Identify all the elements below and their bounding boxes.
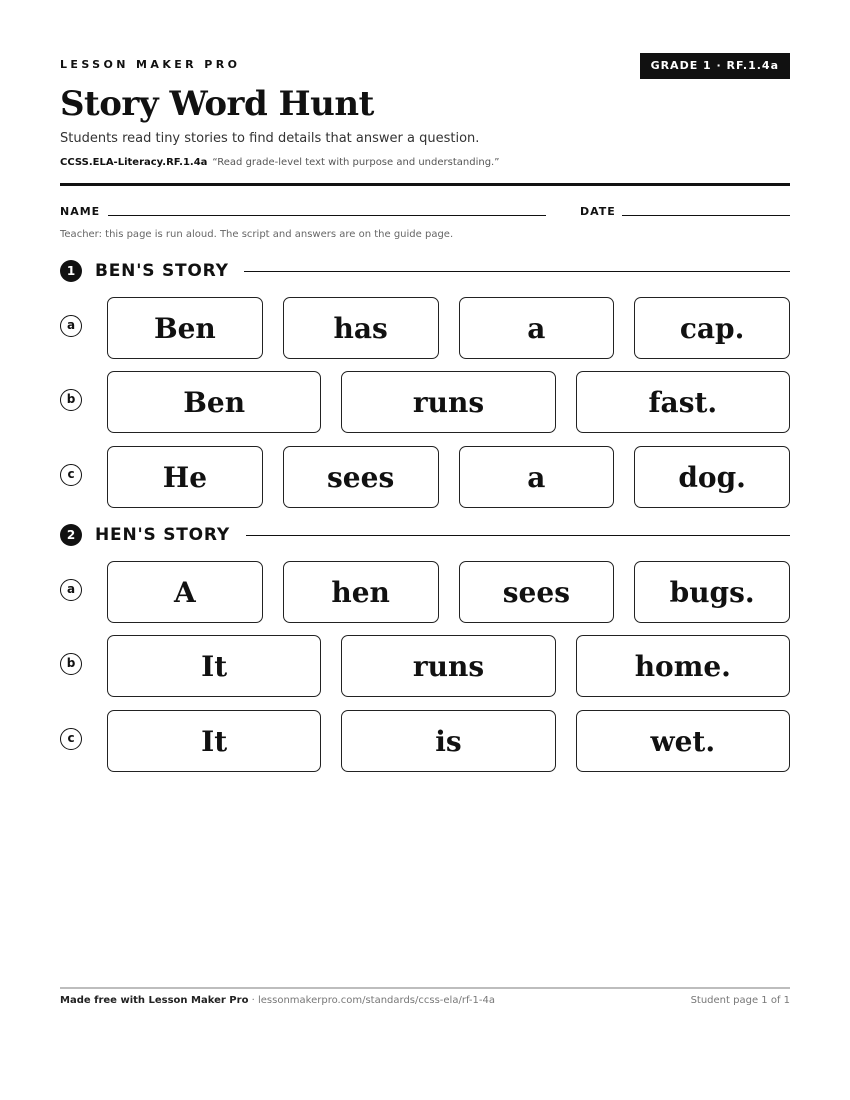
word-card[interactable]: cap.	[634, 297, 790, 359]
word-card[interactable]: bugs.	[634, 561, 790, 623]
word-card[interactable]: a	[459, 297, 615, 359]
footer-divider	[60, 987, 790, 989]
brand-name: LESSON MAKER PRO	[60, 58, 241, 71]
word-card[interactable]: dog.	[634, 446, 790, 508]
sentence-row	[60, 635, 790, 697]
word-card[interactable]: is	[341, 710, 555, 772]
word-card[interactable]: He	[107, 446, 263, 508]
word-card[interactable]: hen	[283, 561, 439, 623]
row-letter-badge: a	[60, 315, 82, 337]
sentence-row	[60, 297, 790, 359]
worksheet-page	[60, 0, 790, 1100]
sentence-row	[60, 371, 790, 433]
word-card[interactable]: wet.	[576, 710, 790, 772]
footer-url: · lessonmakerpro.com/standards/ccss-ela/rf-1-4a	[251, 995, 495, 1006]
word-card[interactable]: runs	[341, 635, 555, 697]
section-title: BEN'S STORY	[95, 261, 229, 281]
sentence-row	[60, 446, 790, 508]
teacher-note: Teacher: this page is run aloud. The script and answers are on the guide page.	[60, 229, 454, 240]
word-cards	[107, 297, 790, 359]
standard-code: CCSS.ELA-Literacy.RF.1.4a	[60, 157, 208, 168]
footer-credit	[60, 995, 495, 1006]
date-label: DATE	[580, 205, 616, 218]
word-card[interactable]: a	[459, 446, 615, 508]
word-card[interactable]: Ben	[107, 371, 321, 433]
row-letter-badge: b	[60, 653, 82, 675]
name-field[interactable]	[108, 215, 546, 216]
word-cards	[107, 561, 790, 623]
section-rule	[244, 271, 790, 272]
word-card[interactable]: home.	[576, 635, 790, 697]
section-header	[60, 523, 790, 547]
section-number-badge: 2	[60, 524, 82, 546]
row-letter-badge: c	[60, 464, 82, 486]
word-card[interactable]: It	[107, 710, 321, 772]
row-letter-badge: b	[60, 389, 82, 411]
word-card[interactable]: It	[107, 635, 321, 697]
section-title: HEN'S STORY	[95, 525, 230, 545]
word-cards	[107, 371, 790, 433]
word-cards	[107, 635, 790, 697]
word-card[interactable]: fast.	[576, 371, 790, 433]
row-letter-badge: a	[60, 579, 82, 601]
footer-made-with: Made free with Lesson Maker Pro	[60, 995, 249, 1006]
section-number-badge: 1	[60, 260, 82, 282]
header-divider	[60, 183, 790, 186]
word-card[interactable]: runs	[341, 371, 555, 433]
section-rule	[246, 535, 790, 536]
word-cards	[107, 446, 790, 508]
sentence-row	[60, 710, 790, 772]
page-subtitle: Students read tiny stories to find details that answer a question.	[60, 131, 480, 146]
footer-page-label: Student page 1 of 1	[690, 995, 790, 1006]
row-letter-badge: c	[60, 728, 82, 750]
word-cards	[107, 710, 790, 772]
sentence-row	[60, 561, 790, 623]
standard-line	[60, 157, 499, 168]
grade-badge: GRADE 1 · RF.1.4a	[640, 53, 790, 79]
standard-text: “Read grade-level text with purpose and understanding.”	[212, 157, 500, 168]
page-title: Story Word Hunt	[60, 84, 374, 124]
word-card[interactable]: A	[107, 561, 263, 623]
word-card[interactable]: has	[283, 297, 439, 359]
section-header	[60, 259, 790, 283]
word-card[interactable]: Ben	[107, 297, 263, 359]
name-label: NAME	[60, 205, 101, 218]
date-field[interactable]	[622, 215, 790, 216]
word-card[interactable]: sees	[459, 561, 615, 623]
word-card[interactable]: sees	[283, 446, 439, 508]
